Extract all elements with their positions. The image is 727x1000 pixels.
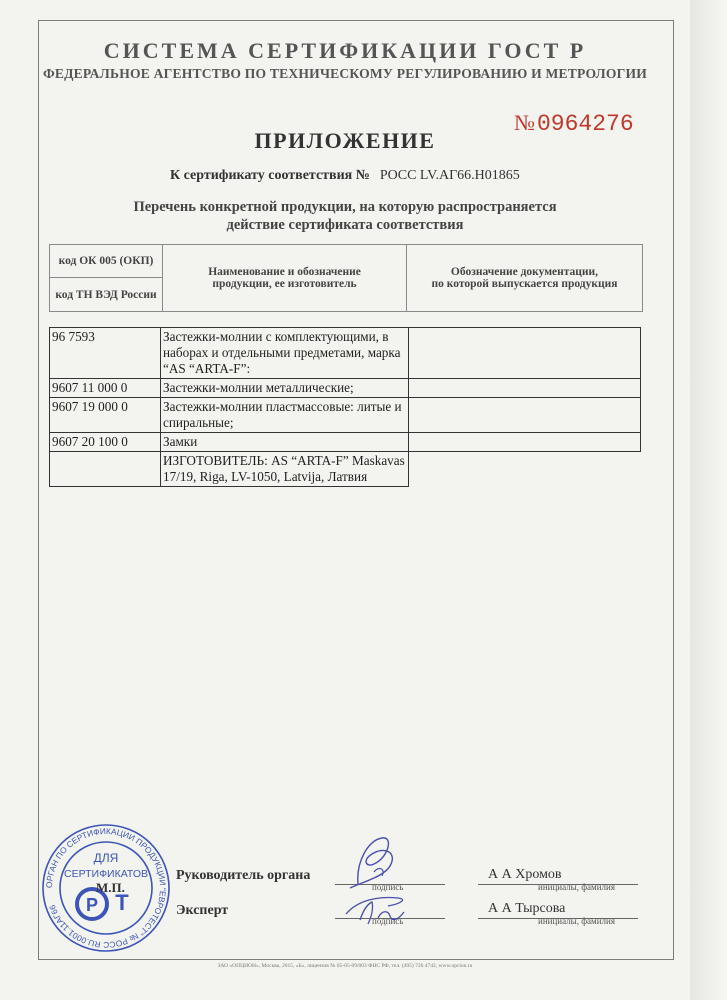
table-row	[50, 328, 641, 379]
system-heading: СИСТЕМА СЕРТИФИКАЦИИ ГОСТ Р	[103, 38, 587, 63]
number-sign: №	[514, 110, 535, 135]
list-heading-line1: Перечень конкретной продукции, на которую распространяется	[133, 199, 557, 215]
certificate-line	[170, 168, 520, 184]
row-code: 96 7593	[50, 328, 161, 379]
row-code: 9607 19 000 0	[50, 398, 161, 433]
row-doc	[409, 433, 641, 452]
head-name-caption: инициалы, фамилия	[538, 882, 615, 892]
row-name: Застежки-молнии металлические;	[161, 379, 409, 398]
head-sign-caption: подпись	[372, 882, 404, 892]
list-heading-line2: действие сертификата соответствия	[226, 217, 464, 233]
svg-text:Р: Р	[85, 895, 99, 915]
table-row	[50, 433, 641, 452]
expert-signature	[338, 890, 428, 930]
stamp-text-mid: СЕРТИФИКАТОВ	[63, 868, 149, 880]
row-name: Застежки-молнии с комплектующими, в наборах и отдельными предметами, марка “AS “ARTA-F”:	[161, 328, 409, 379]
row-code: 9607 20 100 0	[50, 433, 161, 452]
row-doc	[409, 452, 641, 487]
manufacturer-row	[50, 452, 641, 487]
row-doc	[409, 328, 641, 379]
okp-code-header: код ОК 005 (ОКП)	[50, 245, 162, 278]
manufacturer-cell: ИЗГОТОВИТЕЛЬ: AS “ARTA-F” Maskavas 17/19, Riga, LV-1050, Latvija, Латвия	[161, 452, 409, 487]
tnved-code-header: код ТН ВЭД России	[55, 288, 157, 301]
page-title: ПРИЛОЖЕНИЕ	[254, 128, 436, 153]
row-doc	[409, 379, 641, 398]
row-name: Застежки-молнии пластмассовые: литые и спиральные;	[161, 398, 409, 433]
printer-footer: ЗАО «ОПЦИОН», Москва, 2015, «Б», лицензия № 05-05-09/003 ФНС РФ, тел. (495) 726 4742, www.opcion.ru	[217, 963, 473, 969]
head-signature	[338, 832, 418, 892]
list-heading	[0, 198, 690, 234]
table-row	[50, 398, 641, 433]
row-doc	[409, 398, 641, 433]
page-edge	[690, 0, 727, 1000]
expert-label: Эксперт	[176, 903, 229, 918]
product-name-header	[163, 245, 407, 311]
expert-sign-caption: подпись	[372, 916, 404, 926]
expert-name: А А Тырсова	[488, 901, 566, 916]
stamp-text-top: ДЛЯ	[93, 851, 119, 865]
mp-label: М.П.	[96, 880, 125, 895]
stamp-ring-textpath: ОРГАН ПО СЕРТИФИКАЦИИ ПРОДУКЦИИ "ЕВРОТЕСТ" № РОСС RU.0001.11АГ66	[43, 825, 169, 951]
form-number-value: 0964276	[537, 111, 634, 137]
expert-name-caption: инициалы, фамилия	[538, 916, 615, 926]
certificate-label: К сертификату соответствия №	[170, 168, 370, 183]
certificate-number: POCC LV.АГ66.H01865	[379, 168, 520, 183]
row-code	[50, 452, 161, 487]
table-header	[49, 244, 643, 312]
row-name: Замки	[161, 433, 409, 452]
head-name: А А Хромов	[488, 867, 562, 882]
document-frame	[38, 20, 674, 960]
code-header-cell	[50, 245, 163, 311]
documentation-header	[407, 245, 642, 311]
row-code: 9607 11 000 0	[50, 379, 161, 398]
agency-heading: ФЕДЕРАЛЬНОЕ АГЕНТСТВО ПО ТЕХНИЧЕСКОМУ РЕГУЛИРОВАНИЮ И МЕТРОЛОГИИ	[42, 66, 648, 81]
documentation-header-line2: по которой выпускается продукция	[431, 278, 618, 290]
product-table	[49, 327, 641, 487]
product-name-header-line2: продукции, ее изготовитель	[212, 278, 357, 290]
documentation-header-line1: Обозначение документации,	[450, 266, 599, 278]
svg-text:Т: Т	[115, 890, 129, 915]
head-label: Руководитель органа	[176, 868, 311, 883]
table-row	[50, 379, 641, 398]
product-name-header-line1: Наименование и обозначение	[208, 266, 361, 278]
